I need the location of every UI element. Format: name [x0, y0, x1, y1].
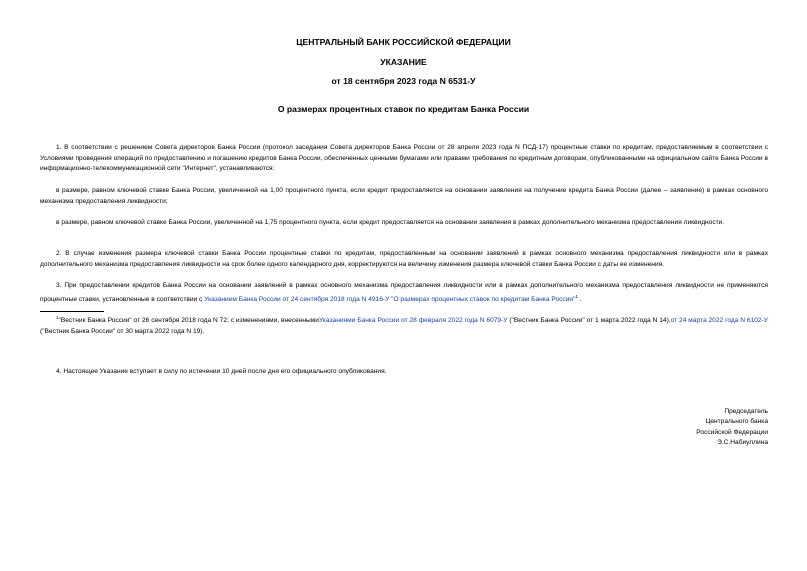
- paragraph-1b-text: в размере, равном ключевой ставке Банка России, увеличенной на 1,75 процентного пункта, если кредит предоставляется на основании заявления в рамках дополнительного механизма предоставления ликвидности.: [56, 219, 725, 226]
- footnote-link-6102-u[interactable]: от 24 марта 2022 года N 6102-У: [670, 317, 768, 325]
- paragraph-1b: [40, 218, 768, 229]
- footnote-marker: 1: [56, 315, 59, 320]
- paragraph-1a-text: в размере, равном ключевой ставке Банка России, увеличенной на 1,00 процентного пункта, если кредит предоставляется на основании заявления на получение кредита Банка России (далее – заявление) в рамках основного механизма предоставления ликвидности;: [40, 187, 768, 205]
- document-type: УКАЗАНИЕ: [380, 57, 427, 67]
- paragraph-1a: [40, 186, 768, 207]
- footnote-ref: 1: [575, 293, 578, 299]
- footnote-text-1: "Вестник Банка России" от 26 сентября 2018 года N 72; с изменениями, внесенными: [58, 317, 319, 325]
- reference-link-4916-u[interactable]: Указанием Банка России от 24 сентября 2018 года N 4916-У "О размерах процентных ставок по кредитам Банка России": [204, 295, 576, 303]
- paragraph-4: [40, 367, 768, 378]
- document-date-number: от 18 сентября 2023 года N 6531-У: [331, 76, 476, 86]
- footnote: [40, 313, 768, 337]
- paragraph-1-text: 1. В соответствии с решением Совета директоров Банка России (протокол заседания Совета директоров Банка России от 28 апреля 2023 года N ПСД-17) процентные ставки по кредитам, предоставляемым в соответствии с Условиями проведения операций по предоставлению и погашению кредитов Банка России, обеспеченных ценными бумагами или правами требования по кредитным договорам, опубликованными на официальном сайте Банка России в информационно-телекоммуникационной сети "Интернет", устанавливаются:: [40, 144, 768, 172]
- paragraph-3-text: 3. При предоставлении кредитов Банка России на основании заявлений в рамках основного механизма предоставления ликвидности или в рамках дополнительного механизма предоставления ликвидности не применяются процентные ставки, установленные в соответствии с: [40, 282, 768, 303]
- document-title: О размерах процентных ставок по кредитам Банка России: [277, 104, 530, 114]
- footnote-divider: [40, 311, 104, 312]
- signatory-organization-2: Российской Федерации: [696, 428, 768, 436]
- paragraph-3: [40, 281, 768, 305]
- signature-block: [696, 407, 768, 449]
- footnote-text-2: ("Вестник Банка России" от 1 марта 2022 года N 14),: [507, 317, 671, 325]
- footnote-link-6079-u[interactable]: Указаниями Банка России от 28 февраля 2022 года N 6079-У: [319, 317, 508, 325]
- signatory-position: Председатель: [724, 408, 768, 415]
- issuer-heading: ЦЕНТРАЛЬНЫЙ БАНК РОССИЙСКОЙ ФЕДЕРАЦИИ: [296, 37, 511, 47]
- paragraph-2-text: 2. В случае изменения размера ключевой ставки Банка России процентные ставки по кредитам, предоставленным на основании заявлений в рамках основного механизма предоставления ликвидности или в рамках дополнительного механизма предоставления ликвидности на срок более одного календарного дня, корректируются на величину изменения размера ключевой ставки Банка России с даты ее изменения.: [40, 250, 768, 268]
- footnote-text-3: ("Вестник Банка России" от 30 марта 2022 года N 19).: [40, 327, 205, 335]
- signatory-name: Э.С.Набиуллина: [717, 439, 768, 447]
- paragraph-4-text: 4. Настоящее Указание вступает в силу по истечении 10 дней после дня его официального опубликования.: [56, 368, 387, 375]
- paragraph-3-end: .: [577, 295, 582, 303]
- signatory-organization-1: Центрального банка: [705, 418, 768, 426]
- paragraph-2: [40, 249, 768, 270]
- paragraph-1: [40, 143, 768, 175]
